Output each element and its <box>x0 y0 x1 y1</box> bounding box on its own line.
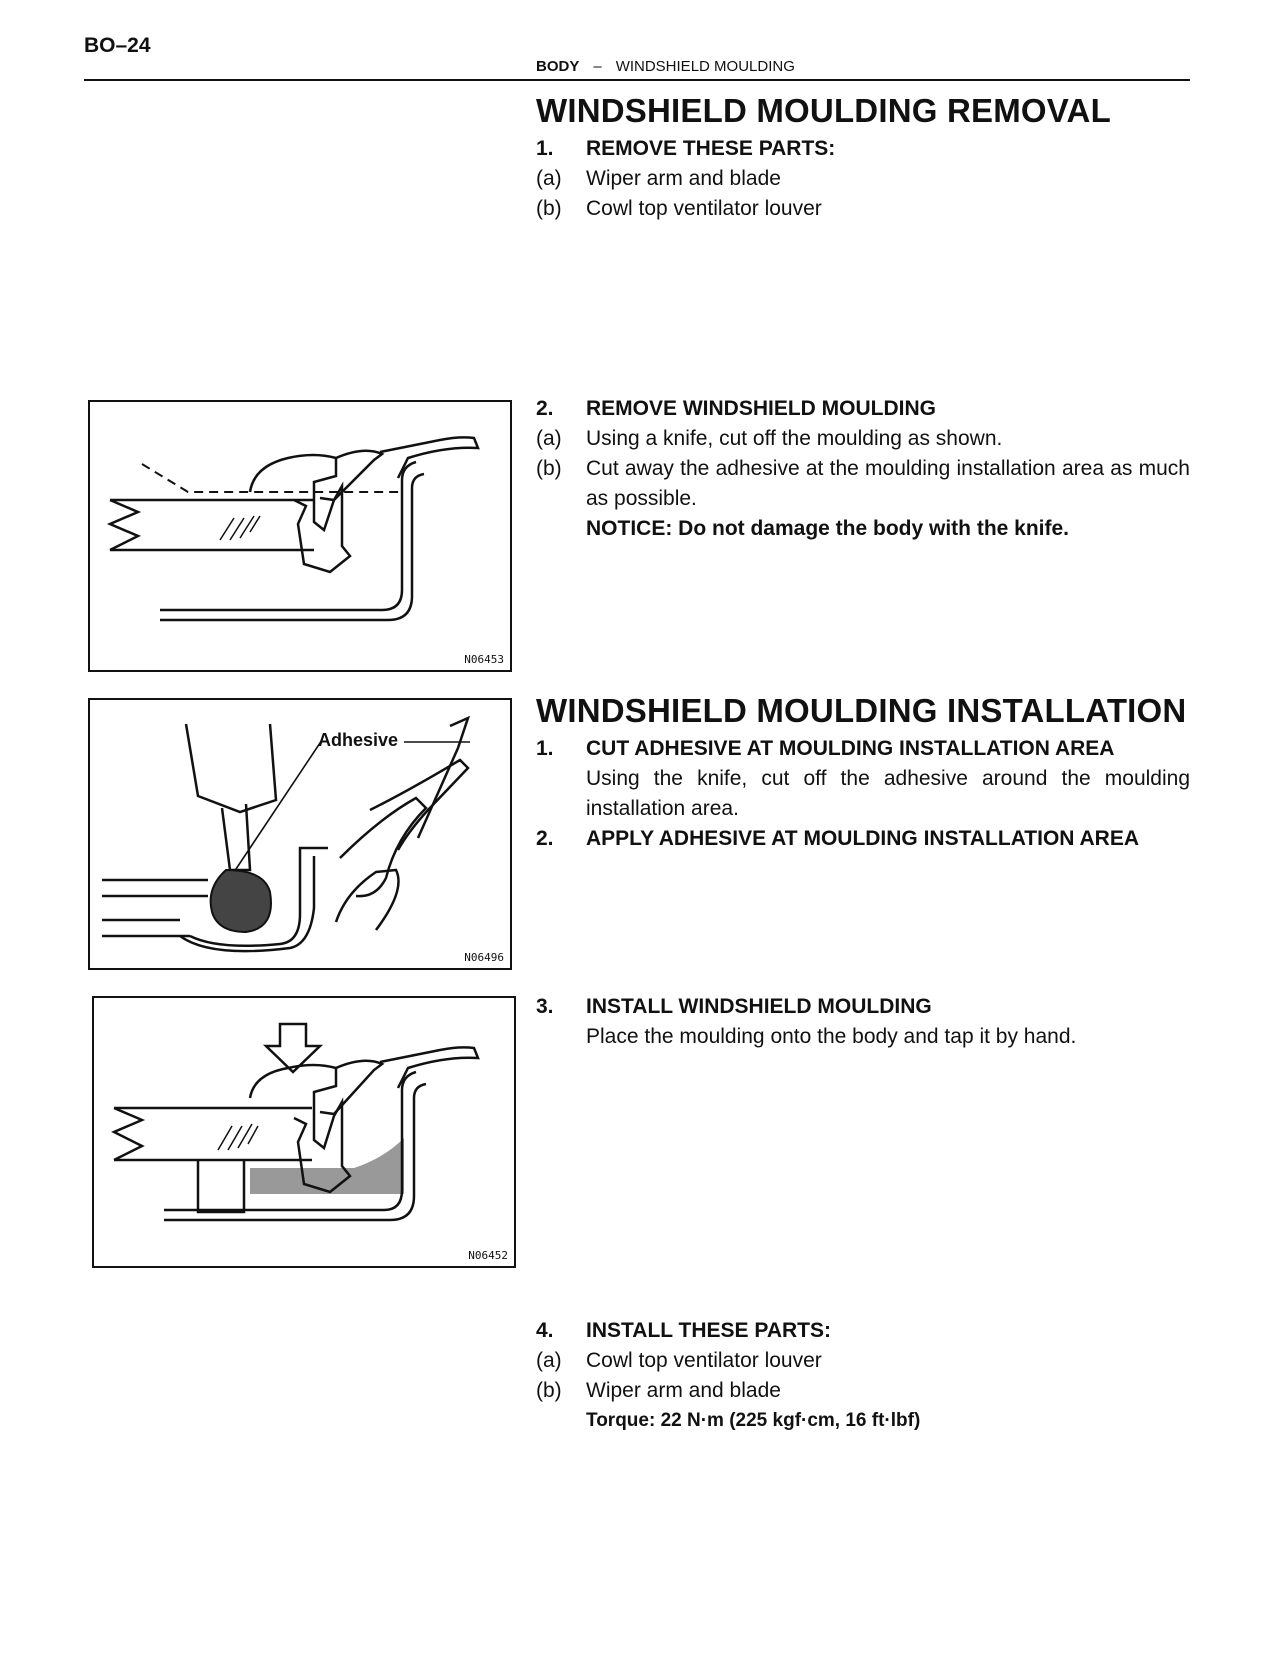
list-item: (a) Using a knife, cut off the moulding as shown. <box>536 427 1003 450</box>
adhesive-label: Adhesive <box>318 730 399 750</box>
installation-section <box>536 692 1190 854</box>
install-step-4-block <box>536 1316 1190 1436</box>
list-item: (b) Wiper arm and blade <box>536 1379 781 1402</box>
step-label: INSTALL WINDSHIELD MOULDING <box>586 995 932 1018</box>
removal-step-1: 1. REMOVE THESE PARTS: <box>536 134 1190 164</box>
step-label: CUT ADHESIVE AT MOULDING INSTALLATION AREA <box>586 737 1115 760</box>
figure-code: N06453 <box>464 653 504 666</box>
list-item: (a) Cowl top ventilator louver <box>536 1349 822 1372</box>
step-label: INSTALL THESE PARTS: <box>586 1319 832 1342</box>
page-number: BO–24 <box>84 34 151 57</box>
notice-text: NOTICE: Do not damage the body with the knife. <box>586 517 1070 540</box>
figure-moulding-removal <box>88 400 512 672</box>
list-item: (b) Cowl top ventilator louver <box>536 197 822 220</box>
running-header <box>536 58 795 75</box>
figure-apply-adhesive <box>88 698 512 970</box>
removal-step-2: 2. REMOVE WINDSHIELD MOULDING <box>536 394 1190 424</box>
moulding-removal-illustration <box>90 402 510 670</box>
removal-section <box>536 92 1190 224</box>
list-item: (a) Wiper arm and blade <box>536 167 781 190</box>
install-step-2: 2. APPLY ADHESIVE AT MOULDING INSTALLATION AREA <box>536 824 1190 854</box>
install-step-3: 3. INSTALL WINDSHIELD MOULDING <box>536 992 1190 1022</box>
subsection-name: WINDSHIELD MOULDING <box>615 58 795 75</box>
section-name: BODY <box>536 58 580 75</box>
figure-code: N06452 <box>468 1249 508 1262</box>
figure-install-moulding <box>92 996 516 1268</box>
install-step-3-text: Place the moulding onto the body and tap it by hand. <box>586 1025 1077 1048</box>
torque-spec: Torque: 22 N·m (225 kgf·cm, 16 ft·lbf) <box>586 1410 921 1431</box>
list-item: (b) Cut away the adhesive at the moulding installation area as much as possible. <box>536 457 1190 510</box>
install-step-4: 4. INSTALL THESE PARTS: <box>536 1316 1190 1346</box>
install-step-1: 1. CUT ADHESIVE AT MOULDING INSTALLATION AREA <box>536 734 1190 764</box>
installation-title: WINDSHIELD MOULDING INSTALLATION <box>536 692 1187 729</box>
step-label: REMOVE WINDSHIELD MOULDING <box>586 397 936 420</box>
install-step-3-block <box>536 992 1190 1052</box>
removal-title: WINDSHIELD MOULDING REMOVAL <box>536 92 1111 129</box>
step-label: APPLY ADHESIVE AT MOULDING INSTALLATION AREA <box>586 827 1140 850</box>
header-rule <box>84 79 1190 81</box>
install-step-1-text: Using the knife, cut off the adhesive around the moulding installation area. <box>586 767 1190 820</box>
install-moulding-illustration <box>94 998 514 1266</box>
figure-code: N06496 <box>464 951 504 964</box>
apply-adhesive-illustration <box>90 700 510 968</box>
step-label: REMOVE THESE PARTS: <box>586 137 836 160</box>
removal-step-2-block <box>536 394 1190 544</box>
header-separator: – <box>593 58 602 75</box>
